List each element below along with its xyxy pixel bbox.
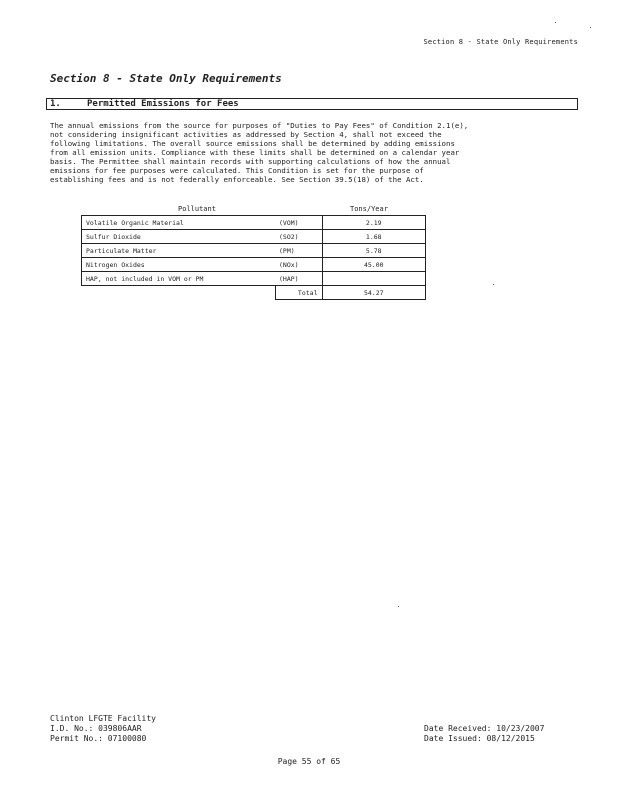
abbr-cell: (HAP)	[275, 272, 322, 286]
section-title: Section 8 - State Only Requirements	[50, 72, 282, 85]
table-row	[82, 258, 426, 272]
total-spacer	[82, 286, 276, 300]
condition-header-bar	[46, 98, 578, 110]
total-label: Total	[275, 286, 322, 300]
pollutant-cell: Sulfur Dioxide	[82, 230, 276, 244]
abbr-cell: (VOM)	[275, 216, 322, 230]
facility-name: Clinton LFGTE Facility	[50, 714, 156, 723]
permit-number: Permit No.: 07100080	[50, 734, 147, 743]
condition-title: Permitted Emissions for Fees	[87, 99, 239, 109]
running-header: Section 8 - State Only Requirements	[423, 38, 578, 46]
condition-number: 1.	[50, 99, 61, 109]
value-cell: 1.68	[322, 230, 426, 244]
scan-speck	[493, 284, 494, 285]
abbr-cell: (PM)	[275, 244, 322, 258]
abbr-cell: (SO2)	[275, 230, 322, 244]
table-row	[82, 272, 426, 286]
condition-paragraph: The annual emissions from the source for purposes of "Duties to Pay Fees" of Condition 2.1(e), not considering insignificant activities as addressed by Section 4, shall not exceed the following limitations. The overall source emissions shall be determined by adding emissions from all emission units. Compliance with these limits shall be determined on a calendar year basis. The Permittee shall maintain records with supporting calculations of how the annual emissions for fee purposes were calculated. This Condition is set for the purpose of establishing fees and is not federally enforceable. See Section 39.5(18) of the Act.	[50, 121, 469, 184]
table-row	[82, 244, 426, 258]
value-cell	[322, 272, 426, 286]
value-cell: 45.00	[322, 258, 426, 272]
date-issued: Date Issued: 08/12/2015	[424, 734, 535, 743]
total-value: 54.27	[322, 286, 426, 300]
pollutant-cell: Volatile Organic Material	[82, 216, 276, 230]
scan-speck	[398, 606, 399, 607]
value-cell: 5.78	[322, 244, 426, 258]
table-row	[82, 216, 426, 230]
pollutant-cell: Particulate Matter	[82, 244, 276, 258]
id-number: I.D. No.: 039806AAR	[50, 724, 142, 733]
scan-speck	[590, 27, 591, 28]
total-row	[82, 286, 426, 300]
date-info	[424, 724, 544, 744]
abbr-cell: (NOx)	[275, 258, 322, 272]
facility-info	[50, 714, 156, 744]
pollutant-cell: Nitrogen Oxides	[82, 258, 276, 272]
page-number: Page 55 of 65	[277, 757, 341, 766]
value-cell: 2.19	[322, 216, 426, 230]
date-received: Date Received: 10/23/2007	[424, 724, 545, 733]
table-row	[82, 230, 426, 244]
pollutant-column-header: Pollutant	[178, 205, 216, 213]
tons-column-header: Tons/Year	[350, 205, 388, 213]
pollutant-cell: HAP, not included in VOM or PM	[82, 272, 276, 286]
scan-speck	[555, 22, 556, 23]
emissions-table	[81, 215, 426, 300]
